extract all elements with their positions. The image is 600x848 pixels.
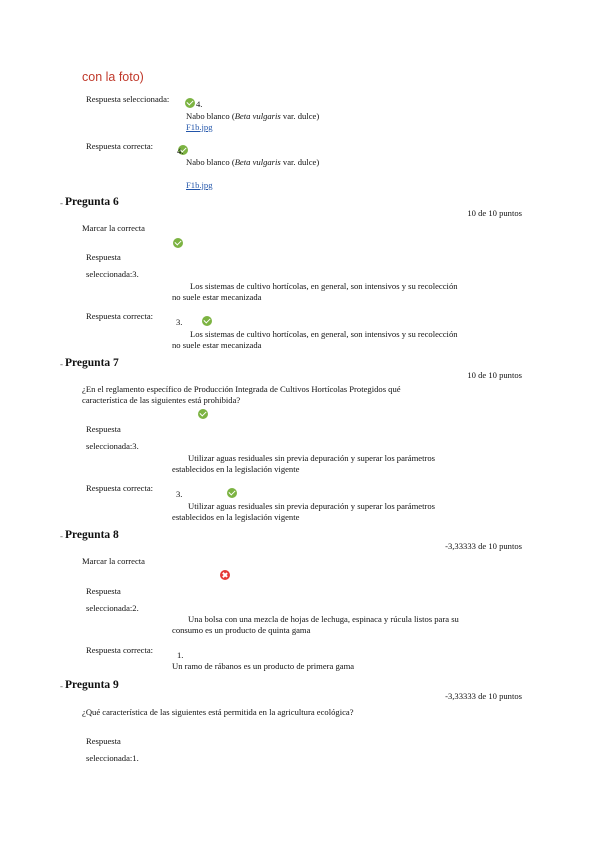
question-bullet: - bbox=[60, 198, 63, 208]
selected-answer-text: Nabo blanco (Beta vulgaris var. dulce) bbox=[186, 111, 320, 121]
question-score: 10 de 10 puntos bbox=[467, 370, 522, 380]
question-prompt: ¿En el reglamento específico de Producción Integrada de Cultivos Hortícolas Protegidos qué bbox=[82, 384, 401, 394]
question-text-fragment: con la foto) bbox=[82, 70, 144, 84]
selected-answer-label: seleccionada:1. bbox=[86, 753, 139, 763]
question-prompt: ¿Qué característica de las siguientes está permitida en la agricultura ecológica? bbox=[82, 707, 354, 717]
correct-answer-text: Un ramo de rábanos es un producto de primera gama bbox=[172, 661, 355, 671]
question-prompt: Marcar la correcta bbox=[82, 556, 145, 566]
question-score: -3,33333 de 10 puntos bbox=[445, 541, 522, 551]
check-circle-icon bbox=[198, 409, 208, 419]
selected-answer-text: establecidos en la legislación vigente bbox=[172, 464, 300, 474]
selected-answer-text: consumo es un producto de quinta gama bbox=[172, 625, 311, 635]
selected-answer-text: Los sistemas de cultivo hortícolas, en general, son intensivos y su recolección bbox=[190, 281, 458, 291]
correct-answer-text: no suele estar mecanizada bbox=[172, 340, 262, 350]
question-prompt: característica de las siguientes está prohibida? bbox=[82, 395, 241, 405]
correct-answer-label: Respuesta correcta: bbox=[86, 141, 154, 151]
selected-answer-image-link[interactable]: F1b.jpg bbox=[186, 122, 213, 132]
question-prompt: Marcar la correcta bbox=[82, 223, 145, 233]
selected-answer-label: seleccionada:3. bbox=[86, 269, 139, 279]
question-bullet: - bbox=[60, 359, 63, 369]
selected-answer-label: Respuesta seleccionada: bbox=[86, 94, 170, 104]
correct-answer-number: 3. bbox=[176, 489, 183, 499]
question-bullet: - bbox=[60, 681, 63, 691]
question-bullet: - bbox=[60, 531, 63, 541]
selected-answer-text: no suele estar mecanizada bbox=[172, 292, 262, 302]
correct-answer-text: Utilizar aguas residuales sin previa depuración y superar los parámetros bbox=[188, 501, 435, 511]
correct-answer-label: Respuesta correcta: bbox=[86, 483, 154, 493]
correct-answer-image-link[interactable]: F1b.jpg bbox=[186, 180, 213, 190]
question-score: 10 de 10 puntos bbox=[467, 208, 522, 218]
selected-answer-label: seleccionada:3. bbox=[86, 441, 139, 451]
correct-answer-label: Respuesta correcta: bbox=[86, 645, 154, 655]
correct-answer-number: 3. bbox=[176, 317, 183, 327]
check-circle-icon bbox=[185, 98, 195, 108]
selected-answer-text: Una bolsa con una mezcla de hojas de lechuga, espinaca y rúcula listos para su bbox=[188, 614, 459, 624]
correct-answer-number: 4. bbox=[177, 146, 184, 156]
correct-answer-text: establecidos en la legislación vigente bbox=[172, 512, 300, 522]
check-circle-icon bbox=[227, 488, 237, 498]
selected-answer-label: seleccionada:2. bbox=[86, 603, 139, 613]
question-title: Pregunta 7 bbox=[65, 357, 119, 369]
selected-answer-text: Utilizar aguas residuales sin previa depuración y superar los parámetros bbox=[188, 453, 435, 463]
selected-answer-label: Respuesta bbox=[86, 424, 121, 434]
correct-answer-text: Nabo blanco (Beta vulgaris var. dulce) bbox=[186, 157, 320, 167]
question-title: Pregunta 6 bbox=[65, 196, 119, 208]
check-circle-icon bbox=[202, 316, 212, 326]
selected-answer-label: Respuesta bbox=[86, 736, 121, 746]
selected-answer-number: 4. bbox=[196, 99, 203, 109]
correct-answer-number: 1. bbox=[177, 650, 184, 660]
correct-answer-text: Los sistemas de cultivo hortícolas, en general, son intensivos y su recolección bbox=[190, 329, 458, 339]
correct-answer-label: Respuesta correcta: bbox=[86, 311, 154, 321]
selected-answer-label: Respuesta bbox=[86, 586, 121, 596]
selected-answer-label: Respuesta bbox=[86, 252, 121, 262]
question-title: Pregunta 9 bbox=[65, 679, 119, 691]
x-circle-icon bbox=[220, 570, 230, 580]
check-circle-icon bbox=[173, 238, 183, 248]
question-title: Pregunta 8 bbox=[65, 529, 119, 541]
question-score: -3,33333 de 10 puntos bbox=[445, 691, 522, 701]
